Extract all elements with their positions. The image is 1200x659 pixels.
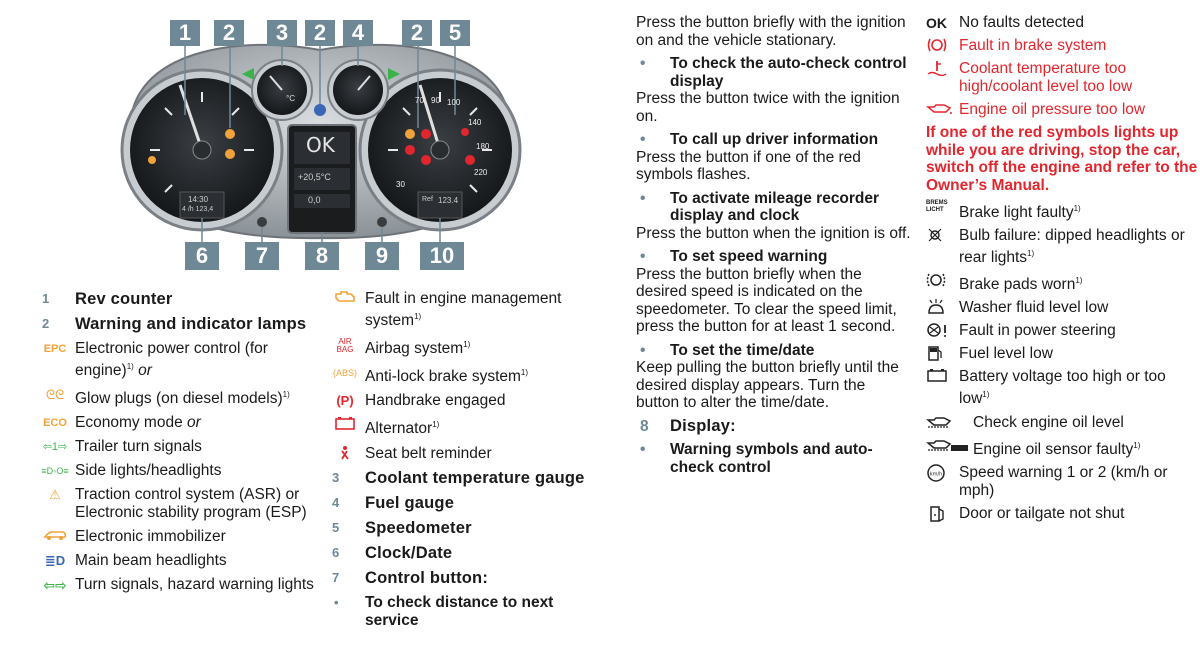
legend-item xyxy=(40,462,325,480)
legend-item xyxy=(330,336,610,358)
item-text: Washer fluid level low xyxy=(959,299,1109,317)
legend-item xyxy=(330,290,610,330)
item-text: Warning and indicator lamps xyxy=(75,315,307,333)
legend-item xyxy=(330,569,610,588)
legend-item xyxy=(330,364,610,386)
red-symbols-warning: If one of the red symbols lights up while you are driving, stop the car, switch off the engine and refer to the Owner’s Manual. xyxy=(926,124,1198,194)
brake-light-icon: BREMS LICHT xyxy=(926,200,948,213)
callout-coolant-gauge: 3 xyxy=(267,20,297,46)
callout-display: 8 xyxy=(305,242,339,270)
odo-left-line2: 4 /h 123,4 xyxy=(182,206,214,213)
item-text: Seat belt reminder xyxy=(365,444,492,462)
item-text: Side lights/headlights xyxy=(75,462,222,480)
bullet-heading: • To set the time/date xyxy=(640,341,815,359)
footnote-mark: 1) xyxy=(1073,204,1081,213)
item-suffix: or xyxy=(187,414,201,432)
callout-warning-lamps-right: 2 xyxy=(402,20,432,46)
legend-item xyxy=(330,416,610,438)
legend-item xyxy=(926,272,1198,294)
item-text: Coolant temperature gauge xyxy=(365,468,585,487)
footnote-mark: 1) xyxy=(463,340,471,350)
main-beam-icon: ≣D xyxy=(44,553,66,569)
item-text: Glow plugs (on diesel models) xyxy=(75,390,283,408)
legend-column-3 xyxy=(636,14,911,476)
seatbelt-icon xyxy=(330,445,360,466)
item-text: Rev counter xyxy=(75,290,173,308)
legend-item xyxy=(926,464,1198,500)
item-text: No faults detected xyxy=(959,14,1084,31)
callout-warning-lamps-center: 2 xyxy=(305,20,335,46)
door-open-icon xyxy=(926,505,956,528)
traction-control-icon: ⚠ xyxy=(49,487,61,503)
legend-item xyxy=(40,414,325,432)
legend-item xyxy=(926,414,1198,432)
legend-column-4 xyxy=(926,14,1198,528)
item-text: Clock/Date xyxy=(365,543,453,562)
oil-sensor-icon xyxy=(926,437,970,458)
item-number: 7 xyxy=(332,569,340,585)
legend-item xyxy=(926,101,1198,119)
callout-control-button-right: 9 xyxy=(365,242,399,270)
callout-clock: 6 xyxy=(185,242,219,270)
legend-item xyxy=(330,392,610,410)
alternator-icon xyxy=(330,416,360,435)
footnote-mark: 1) xyxy=(1027,249,1035,259)
speed-low-tick: 30 xyxy=(396,180,405,189)
side-lights-icon: ≡D◦O≡ xyxy=(41,466,69,477)
item-number: 2 xyxy=(42,316,50,331)
bullet-body: Press the button twice with the ignition on. xyxy=(636,90,900,125)
callout-warning-lamps: 2 xyxy=(214,20,244,46)
callout-speedometer: 5 xyxy=(440,20,470,46)
item-number: 1 xyxy=(42,291,50,306)
bullet-body: Press the button if one of the red symbols flashes. xyxy=(636,148,861,183)
item-text: Traction control system (ASR) or Electronic stability program (ESP) xyxy=(75,486,307,522)
callout-control-button-left: 7 xyxy=(245,242,279,270)
bullet-heading: • Warning symbols and auto-check control xyxy=(640,441,873,476)
speed-tick: 220 xyxy=(474,168,488,177)
legend-column-2 xyxy=(330,290,610,636)
immobilizer-icon xyxy=(40,528,70,546)
footnote-mark: 1) xyxy=(414,312,422,321)
speed-tick: 180 xyxy=(476,142,490,151)
instrument-cluster-illustration xyxy=(110,10,530,272)
handbrake-icon: (P) xyxy=(336,393,354,409)
legend-item xyxy=(330,594,610,630)
epc-icon: EPC xyxy=(43,343,67,355)
oil-pressure-icon xyxy=(926,101,956,120)
item-text: Alternator xyxy=(365,420,433,438)
legend-column-1 xyxy=(40,290,325,600)
ok-icon: OK xyxy=(926,15,947,31)
item-text: Speed warning 1 or 2 (km/h or mph) xyxy=(959,463,1168,499)
legend-item xyxy=(926,322,1198,340)
legend-item xyxy=(926,227,1198,267)
trailer-turn-icon: ⇦1⇨ xyxy=(42,441,68,454)
legend-item xyxy=(40,386,325,408)
footnote-mark: 1) xyxy=(982,390,990,400)
speed-icon-text: km/h xyxy=(929,471,943,478)
item-text: Control button: xyxy=(365,568,489,587)
battery-icon xyxy=(926,368,956,387)
item-number: 6 xyxy=(332,544,340,560)
brake-system-icon xyxy=(926,37,956,58)
legend-item xyxy=(40,438,325,456)
legend-item xyxy=(926,60,1198,96)
odo-left-line1: 14:30 xyxy=(188,195,209,204)
legend-item xyxy=(926,437,1198,459)
item-text: Engine oil sensor faulty xyxy=(973,440,1134,458)
item-text: Trailer turn signals xyxy=(75,438,202,456)
odo-right-line2: 123.4 xyxy=(438,196,459,205)
legend-item xyxy=(330,519,610,538)
legend-item xyxy=(330,469,610,488)
bullet-heading: • To set speed warning xyxy=(640,248,828,265)
eco-icon: ECO xyxy=(43,417,67,430)
bullet-heading: • To check the auto-check control display xyxy=(640,55,907,90)
legend-item xyxy=(926,14,1198,32)
item-number: 5 xyxy=(332,519,340,535)
legend-item xyxy=(40,528,325,546)
odo-right-line1: Ref xyxy=(422,196,433,203)
footnote-mark: 1) xyxy=(432,420,440,430)
turn-signal-icon: ⇦⇨ xyxy=(43,577,67,594)
display-temp-text: +20,5°C xyxy=(298,172,331,182)
legend-item xyxy=(926,368,1198,408)
legend-item xyxy=(926,345,1198,363)
oil-level-icon xyxy=(926,414,970,435)
legend-item xyxy=(926,200,1198,222)
speed-tick: 100 xyxy=(447,98,461,107)
footnote-mark: 1) xyxy=(126,362,134,371)
speed-tick: 140 xyxy=(468,118,482,127)
temp-gauge-label: °C xyxy=(286,94,295,103)
legend-item xyxy=(40,576,325,594)
callout-rev-counter: 1 xyxy=(170,20,200,46)
legend-item xyxy=(926,505,1198,523)
intro-text: Press the button briefly with the ignition on and the vehicle stationary. xyxy=(636,14,906,49)
item-text: Handbrake engaged xyxy=(365,392,506,410)
bullet-heading: • To call up driver information xyxy=(640,131,879,148)
item-text: Turn signals, hazard warning lights xyxy=(75,576,314,594)
legend-item xyxy=(40,340,325,380)
speed-tick: 70 xyxy=(415,96,424,105)
legend-item xyxy=(330,544,610,563)
footnote-mark: 1) xyxy=(1133,440,1141,450)
callout-fuel-gauge: 4 xyxy=(343,20,373,46)
legend-item xyxy=(926,37,1198,55)
callout-odometer: 10 xyxy=(420,242,464,270)
bullet-heading: • To activate mileage recorder display and clock xyxy=(640,189,880,224)
footnote-mark: 1) xyxy=(520,368,529,378)
item-text: Fault in power steering xyxy=(959,322,1116,340)
item-text: Bulb failure: dipped headlights or rear lights xyxy=(959,227,1185,267)
legend-item xyxy=(330,445,610,463)
item-text: Fault in engine management system xyxy=(365,290,562,330)
legend-item xyxy=(926,299,1198,317)
item-text: Door or tailgate not shut xyxy=(959,504,1125,522)
item-text: Speedometer xyxy=(365,518,472,537)
glow-plug-icon: ᘓᘓ xyxy=(45,387,65,403)
numbered-item: 8 Display: xyxy=(640,416,736,435)
display-ok-text: OK xyxy=(306,133,335,157)
footnote-mark: 1) xyxy=(1075,276,1083,286)
display-trip-text: 0,0 xyxy=(308,195,321,205)
legend-item xyxy=(40,290,325,309)
item-text: Anti-lock brake system xyxy=(365,368,521,386)
bullet-body: Press the button when the ignition is off. xyxy=(636,224,911,242)
item-number: 4 xyxy=(332,494,340,510)
item-text: Main beam headlights xyxy=(75,552,227,570)
item-text: Engine oil pressure too low xyxy=(959,101,1146,118)
item-text: Coolant temperature too high/coolant level too low xyxy=(959,60,1133,95)
abs-icon: (ABS) xyxy=(332,368,357,379)
speed-warning-icon xyxy=(926,464,956,487)
legend-item xyxy=(40,486,325,522)
item-text: To check distance to next service xyxy=(365,593,554,629)
footnote-mark: 1) xyxy=(282,390,290,400)
legend-item xyxy=(40,315,325,334)
legend-item xyxy=(40,552,325,570)
engine-management-icon xyxy=(330,290,360,309)
item-suffix: or xyxy=(138,362,152,380)
item-text: Electronic immobilizer xyxy=(75,528,226,546)
item-number: 3 xyxy=(332,469,340,485)
speed-tick: 90 xyxy=(431,96,440,105)
item-text: Battery voltage too high or too low xyxy=(959,368,1166,408)
bullet-body: Press the button briefly when the desired speed is indicated on the speedometer. To clear the speed limit, press the button for at least 1 second. xyxy=(636,265,897,335)
item-text: Fault in brake system xyxy=(959,37,1107,54)
washer-fluid-icon xyxy=(926,299,956,320)
item-text: Fuel level low xyxy=(959,345,1053,363)
brake-pads-icon xyxy=(926,272,956,293)
legend-item xyxy=(330,494,610,513)
item-text: Brake pads worn xyxy=(959,276,1076,294)
item-text: Brake light faulty xyxy=(959,204,1074,222)
airbag-icon: AIR BAG xyxy=(336,337,354,355)
bullet: • xyxy=(334,594,339,610)
power-steering-icon xyxy=(926,322,956,343)
item-text: Economy mode xyxy=(75,414,183,432)
bulb-failure-icon xyxy=(926,227,956,248)
item-text: Check engine oil level xyxy=(973,413,1124,431)
bullet-body: Keep pulling the button briefly until the desired display appears. Turn the button to alter the time/date. xyxy=(636,359,899,411)
fuel-level-icon xyxy=(926,345,956,366)
item-text: Electronic power control (for engine) xyxy=(75,340,268,380)
item-text: Airbag system xyxy=(365,340,464,358)
item-text: Fuel gauge xyxy=(365,493,455,512)
coolant-temperature-icon xyxy=(926,60,956,81)
